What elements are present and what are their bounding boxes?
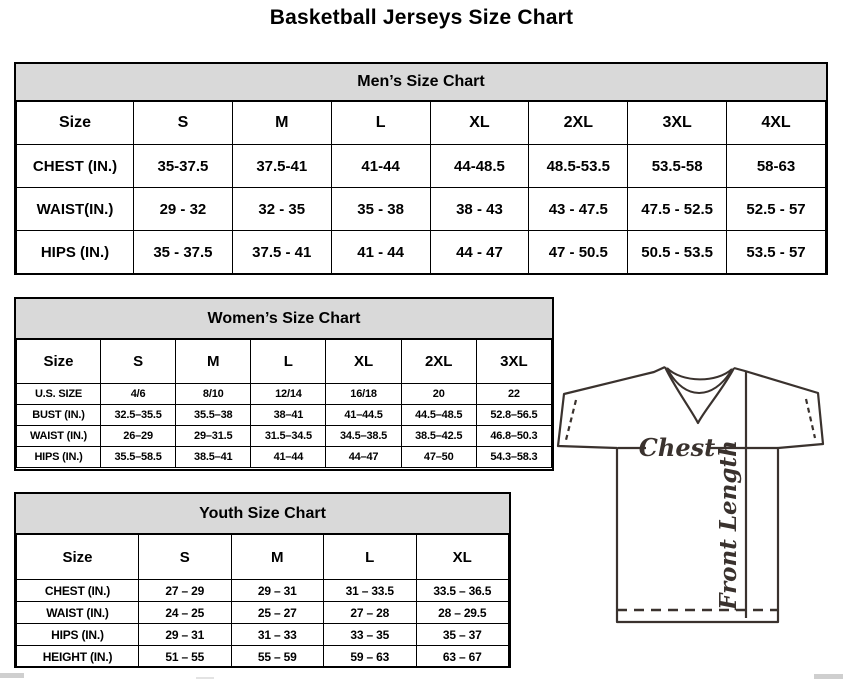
table-cell: 41–44.5: [326, 405, 401, 426]
table-cell: 33 – 35: [324, 624, 417, 646]
column-header: M: [232, 102, 331, 145]
page-title: Basketball Jerseys Size Chart: [269, 6, 574, 29]
table-cell: 38.5–42.5: [401, 426, 476, 447]
table-cell: 44 - 47: [430, 231, 529, 274]
table-cell: 55 – 59: [231, 646, 324, 668]
table-row: [17, 624, 509, 646]
table-cell: 53.5-58: [628, 145, 727, 188]
table-row: [17, 426, 552, 447]
column-header: XL: [326, 340, 401, 384]
table-cell: 44–47: [326, 447, 401, 468]
table-cell: 35 – 37: [416, 624, 509, 646]
table-cell: 35.5–58.5: [101, 447, 176, 468]
table-cell: 41-44: [331, 145, 430, 188]
row-label: WAIST(IN.): [17, 188, 134, 231]
chest-label: Chest: [638, 433, 716, 462]
table-cell: 29 - 32: [134, 188, 233, 231]
left-cuff-dashed-line: [566, 400, 576, 440]
table-row: [17, 384, 552, 405]
table-cell: 26–29: [101, 426, 176, 447]
table-cell: 38 - 43: [430, 188, 529, 231]
table-cell: 53.5 - 57: [727, 231, 826, 274]
table-cell: 27 – 29: [139, 580, 232, 602]
table-cell: 28 – 29.5: [416, 602, 509, 624]
column-header: M: [176, 340, 251, 384]
row-label: HEIGHT (IN.): [17, 646, 139, 668]
column-header: Size: [17, 102, 134, 145]
womens-chart-title: Women’s Size Chart: [16, 299, 552, 339]
table-header-row: [17, 340, 552, 384]
table-cell: 44-48.5: [430, 145, 529, 188]
table-cell: 31.5–34.5: [251, 426, 326, 447]
column-header: 3XL: [628, 102, 727, 145]
table-cell: 35 - 37.5: [134, 231, 233, 274]
table-cell: 44.5–48.5: [401, 405, 476, 426]
row-label: CHEST (IN.): [17, 580, 139, 602]
table-cell: 32.5–35.5: [101, 405, 176, 426]
table-cell: 58-63: [727, 145, 826, 188]
column-header: XL: [416, 535, 509, 580]
table-cell: 24 – 25: [139, 602, 232, 624]
table-cell: 22: [476, 384, 551, 405]
youth-size-table: [16, 534, 509, 668]
table-header-row: [17, 535, 509, 580]
table-cell: 8/10: [176, 384, 251, 405]
table-cell: 35.5–38: [176, 405, 251, 426]
column-header: XL: [430, 102, 529, 145]
scrollbar-fragment: [0, 673, 24, 678]
table-cell: 41 - 44: [331, 231, 430, 274]
collar-band-top: [667, 368, 732, 379]
jersey-measurement-diagram: [556, 360, 838, 626]
table-cell: 54.3–58.3: [476, 447, 551, 468]
column-header: Size: [17, 535, 139, 580]
table-cell: 16/18: [326, 384, 401, 405]
table-cell: 12/14: [251, 384, 326, 405]
right-cuff-dashed-line: [806, 399, 815, 438]
table-cell: 37.5-41: [232, 145, 331, 188]
row-label: WAIST (IN.): [17, 426, 101, 447]
table-cell: 63 – 67: [416, 646, 509, 668]
column-header: 2XL: [529, 102, 628, 145]
table-cell: 38–41: [251, 405, 326, 426]
womens-size-table: [16, 339, 552, 468]
table-cell: 35 - 38: [331, 188, 430, 231]
table-cell: 52.5 - 57: [727, 188, 826, 231]
table-row: [17, 231, 826, 274]
table-header-row: [17, 102, 826, 145]
youth-chart-title: Youth Size Chart: [16, 494, 509, 534]
scrollbar-fragment: [814, 674, 843, 679]
column-header: L: [251, 340, 326, 384]
table-cell: 31 – 33.5: [324, 580, 417, 602]
column-header: S: [101, 340, 176, 384]
mens-size-chart: [14, 62, 828, 275]
row-label: CHEST (IN.): [17, 145, 134, 188]
table-cell: 20: [401, 384, 476, 405]
table-cell: 47–50: [401, 447, 476, 468]
table-cell: 37.5 - 41: [232, 231, 331, 274]
column-header: 3XL: [476, 340, 551, 384]
table-cell: 33.5 – 36.5: [416, 580, 509, 602]
column-header: S: [134, 102, 233, 145]
row-label: BUST (IN.): [17, 405, 101, 426]
table-cell: 59 – 63: [324, 646, 417, 668]
table-cell: 43 - 47.5: [529, 188, 628, 231]
table-cell: 31 – 33: [231, 624, 324, 646]
row-label: HIPS (IN.): [17, 447, 101, 468]
table-row: [17, 447, 552, 468]
table-cell: 29 – 31: [231, 580, 324, 602]
table-cell: 41–44: [251, 447, 326, 468]
table-row: [17, 405, 552, 426]
womens-size-chart: [14, 297, 554, 471]
row-label: U.S. SIZE: [17, 384, 101, 405]
table-cell: 50.5 - 53.5: [628, 231, 727, 274]
table-cell: 25 – 27: [231, 602, 324, 624]
table-cell: 32 - 35: [232, 188, 331, 231]
table-cell: 38.5–41: [176, 447, 251, 468]
row-label: HIPS (IN.): [17, 231, 134, 274]
table-row: [17, 602, 509, 624]
row-label: WAIST (IN.): [17, 602, 139, 624]
row-label: HIPS (IN.): [17, 624, 139, 646]
column-header: S: [139, 535, 232, 580]
table-cell: 29–31.5: [176, 426, 251, 447]
table-row: [17, 188, 826, 231]
table-cell: 47.5 - 52.5: [628, 188, 727, 231]
table-cell: 34.5–38.5: [326, 426, 401, 447]
column-header: 2XL: [401, 340, 476, 384]
table-cell: 48.5-53.5: [529, 145, 628, 188]
mens-chart-title: Men’s Size Chart: [16, 64, 826, 101]
table-cell: 4/6: [101, 384, 176, 405]
table-cell: 29 – 31: [139, 624, 232, 646]
column-header: M: [231, 535, 324, 580]
column-header: Size: [17, 340, 101, 384]
table-row: [17, 580, 509, 602]
table-cell: 52.8–56.5: [476, 405, 551, 426]
table-cell: 46.8–50.3: [476, 426, 551, 447]
front-length-label: Front Length: [715, 440, 742, 610]
table-cell: 27 – 28: [324, 602, 417, 624]
table-row: [17, 646, 509, 668]
column-header: 4XL: [727, 102, 826, 145]
table-cell: 51 – 55: [139, 646, 232, 668]
table-cell: 47 - 50.5: [529, 231, 628, 274]
jersey-outline: [558, 367, 823, 622]
table-cell: 35-37.5: [134, 145, 233, 188]
youth-size-chart: [14, 492, 511, 668]
table-row: [17, 145, 826, 188]
column-header: L: [331, 102, 430, 145]
mens-size-table: [16, 101, 826, 274]
column-header: L: [324, 535, 417, 580]
